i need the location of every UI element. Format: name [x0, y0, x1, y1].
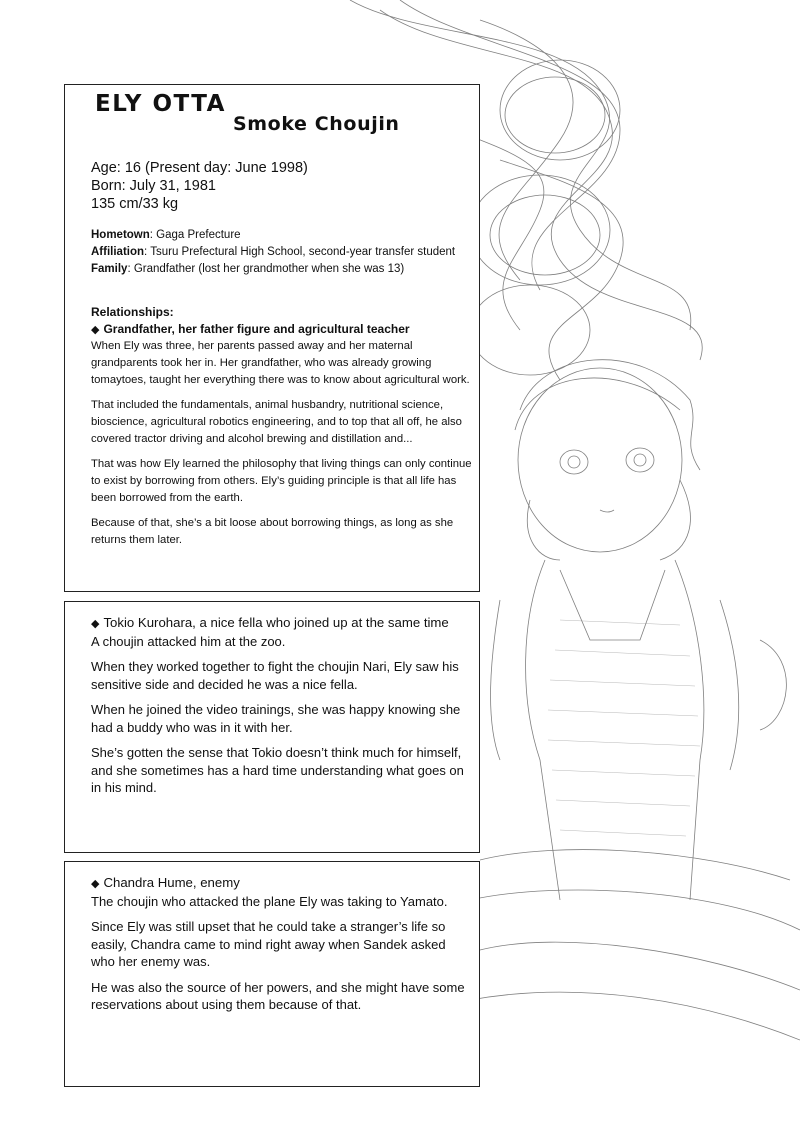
diamond-bullet-icon: ◆ — [91, 323, 100, 336]
hometown-line — [91, 227, 471, 244]
grandfather-paragraph: Because of that, she’s a bit loose about borrowing things, as long as she returns them later. — [91, 517, 454, 546]
tokio-paragraph: She’s gotten the sense that Tokio doesn’t think much for himself, and she sometimes has a hard time understanding what goes on in his mind. — [91, 745, 464, 795]
affiliation-line — [91, 244, 471, 261]
chandra-paragraph: The choujin who attacked the plane Ely was taking to Yamato. — [91, 893, 448, 909]
tokio-entry — [91, 614, 471, 805]
hometown-value: : Gaga Prefecture — [149, 229, 241, 241]
chandra-box — [64, 861, 480, 1087]
family-line — [91, 261, 471, 278]
chandra-entry — [91, 874, 471, 1022]
character-info — [91, 227, 471, 278]
character-name: ELY OTTA — [95, 91, 226, 117]
tokio-heading: Tokio Kurohara, a nice fella who joined up at the same time — [103, 615, 449, 630]
grandfather-paragraph: That included the fundamentals, animal husbandry, nutritional science, bioscience, agricultural robotics engineering, and to top that all off, he also covered tractor driving and alcohol brewing and distillation and... — [91, 399, 462, 445]
affiliation-label: Affiliation — [91, 246, 145, 258]
character-stats — [91, 159, 308, 213]
diamond-bullet-icon: ◆ — [91, 617, 100, 630]
affiliation-value: : Tsuru Prefectural High School, second-year transfer student — [144, 246, 456, 258]
grandfather-heading-line — [91, 321, 473, 338]
size-line: 135 cm/33 kg — [91, 196, 179, 212]
family-label: Family — [91, 263, 128, 275]
grandfather-heading: Grandfather, her father figure and agricultural teacher — [103, 322, 410, 336]
grandfather-paragraph: When Ely was three, her parents passed away and her maternal grandparents took her in. Her grandfather, who was already growing tomaytoes, taught her everything there was to know about agricultural work. — [91, 340, 470, 386]
character-title: Smoke Choujin — [233, 113, 400, 135]
chandra-paragraph: He was also the source of her powers, and she might have some reservations about using them because of that. — [91, 979, 465, 1012]
profile-box — [64, 84, 480, 592]
relationships-heading: Relationships: — [91, 305, 174, 319]
relationships-section — [91, 304, 473, 557]
grandfather-paragraph: That was how Ely learned the philosophy that living things can only continue to exist by borrowing from others. Ely’s guiding principle is that all life has been borrowed from the earth. — [91, 458, 472, 504]
family-value: : Grandfather (lost her grandmother when she was 13) — [127, 263, 405, 275]
chandra-paragraph: Since Ely was still upset that he could take a stranger’s life so easily, Chandra came to mind right away when Sandek asked who her enemy was. — [91, 919, 446, 969]
tokio-paragraph: A choujin attacked him at the zoo. — [91, 633, 286, 649]
tokio-box — [64, 601, 480, 853]
chandra-heading-line — [91, 874, 471, 893]
chandra-heading: Chandra Hume, enemy — [103, 875, 240, 890]
hometown-label: Hometown — [91, 229, 150, 241]
tokio-heading-line — [91, 614, 471, 633]
tokio-paragraph: When he joined the video trainings, she was happy knowing she had a buddy who was in it with her. — [91, 702, 461, 735]
diamond-bullet-icon: ◆ — [91, 877, 100, 890]
born-line: Born: July 31, 1981 — [91, 178, 216, 194]
age-line: Age: 16 (Present day: June 1998) — [91, 160, 308, 176]
tokio-paragraph: When they worked together to fight the choujin Nari, Ely saw his sensitive side and decided he was a nice fella. — [91, 659, 459, 692]
